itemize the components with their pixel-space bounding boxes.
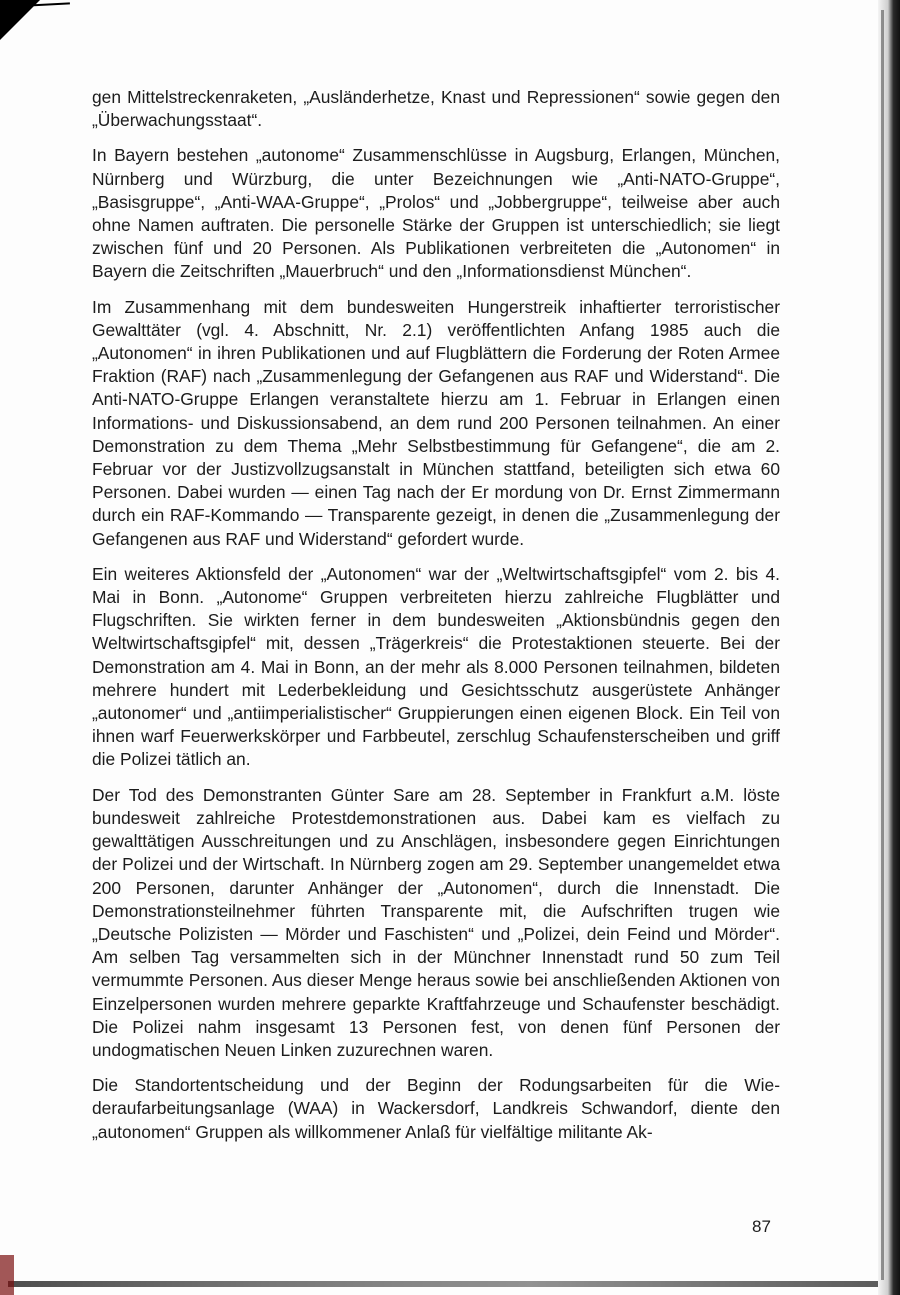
paragraph-1: gen Mittelstreckenraketen, „Ausländerhetze, Knast und Repressionen“ sowie gegen den „Überwachungsstaat“. xyxy=(92,87,780,131)
paragraph-5: Der Tod des Demonstranten Günter Sare am 28. September in Frankfurt a.M. löste bundesweit zahlreiche Protestdemonstrationen aus. Dabei kam es vielfach zu gewalttätigen Ausschreitungen und zu Anschlägen, insbesondere gegen Einrichtungen der Polizei und der Wirtschaft. In Nürnberg zogen am 29. September unangemeldet etwa 200 Personen, darunter Anhänger der „Autonomen“, durch die Innenstadt. Die Demonstrationsteilnehmer führten Transparente mit, die Aufschriften trugen wie „Deutsche Polizisten — Mörder und Faschisten“ und „Polizei, dein Feind und Mörder“. Am selben Tag versammelten sich in der Münchner Innenstadt rund 50 zum Teil vermummte Personen. Aus dieser Menge heraus sowie bei anschließenden Aktionen von Einzelpersonen wurden mehrere geparkte Kraftfahrzeuge und Schaufenster beschädigt. Die Polizei nahm insgesamt 13 Personen fest, von denen fünf Personen der undogmatischen Neuen Linken zuzurechnen waren. xyxy=(92,784,780,1060)
document-page xyxy=(92,86,780,1156)
paragraph-6: Die Standortentscheidung und der Beginn der Rodungsarbeiten für die Wiederaufarbeitungsanlage (WAA) in Wackersdorf, Landkreis Schwandorf, diente den „autonomen“ Gruppen als willkommener Anlaß für vielfältige militante Ak- xyxy=(92,1075,780,1142)
scan-page-edge-line xyxy=(881,10,884,1280)
scan-corner-bottom-mark xyxy=(0,1255,14,1295)
paragraph-4: Ein weiteres Aktionsfeld der „Autonomen“ war der „Weltwirtschaftsgipfel“ vom 2. bis 4. Mai in Bonn. „Autonome“ Gruppen verbreiteten hierzu zahlreiche Flugblätter und Flugschriften. Sie wirkten ferner in dem bundesweiten „Aktionsbündnis gegen den Weltwirtschaftsgipfel“ mit, dessen „Trägerkreis“ die Protestaktionen steuerte. Bei der Demonstration am 4. Mai in Bonn, an der mehr als 8.000 Personen teilnahmen, bildeten mehrere hundert mit Lederbekleidung und Gesichtsschutz ausgerüstete Anhänger „autonomer“ und „antiimperialistischer“ Gruppierungen einen eigenen Block. Ein Teil von ihnen warf Feuerwerkskörper und Farbbeutel, zerschlug Schaufensterscheiben und griff die Polizei tätlich an. xyxy=(92,563,780,770)
paragraph-2: In Bayern bestehen „autonome“ Zusammenschlüsse in Augsburg, Erlangen, München, Nürnberg und Würzburg, die unter Bezeichnungen wie „Anti-NATO-Gruppe“, „Basisgruppe“, „Anti-WAA-Gruppe“, „Prolos“ und „Jobbergruppe“, teilweise aber auch ohne Namen auftraten. Die personelle Stärke der Gruppen ist unterschiedlich; sie liegt zwischen fünf und 20 Personen. Als Publikationen verbreiteten die „Autonomen“ in Bayern die Zeitschriften „Mauerbruch“ und den „Informationsdienst München“. xyxy=(92,145,780,282)
page-number: 87 xyxy=(752,1217,771,1236)
scan-page-edge-bottom xyxy=(8,1281,878,1287)
paragraph-3: Im Zusammenhang mit dem bundesweiten Hungerstreik inhaftierter terroristischer Gewalttäter (vgl. 4. Abschnitt, Nr. 2.1) veröffentlichten Anfang 1985 auch die „Autonomen“ in ihren Publikationen und auf Flugblättern die Forderung der Roten Armee Fraktion (RAF) nach „Zusammenlegung der Gefangenen aus RAF und Widerstand“. Die Anti-NATO-Gruppe Erlangen veranstaltete hierzu am 1. Februar in Erlangen einen Informations- und Diskussionsabend, an dem rund 200 Personen teilnahmen. An einer Demonstration zu dem Thema „Mehr Selbstbestimmung für Gefangene“, die am 2. Februar vor der Justizvollzugsanstalt in München stattfand, beteiligten sich etwa 60 Personen. Dabei wurden — einen Tag nach der Er mordung von Dr. Ernst Zimmermann durch ein RAF-Kommando — Transparente gezeigt, in denen die „Zusammenlegung der Gefangenen aus RAF und Widerstand“ gefordert wurde. xyxy=(92,296,780,549)
